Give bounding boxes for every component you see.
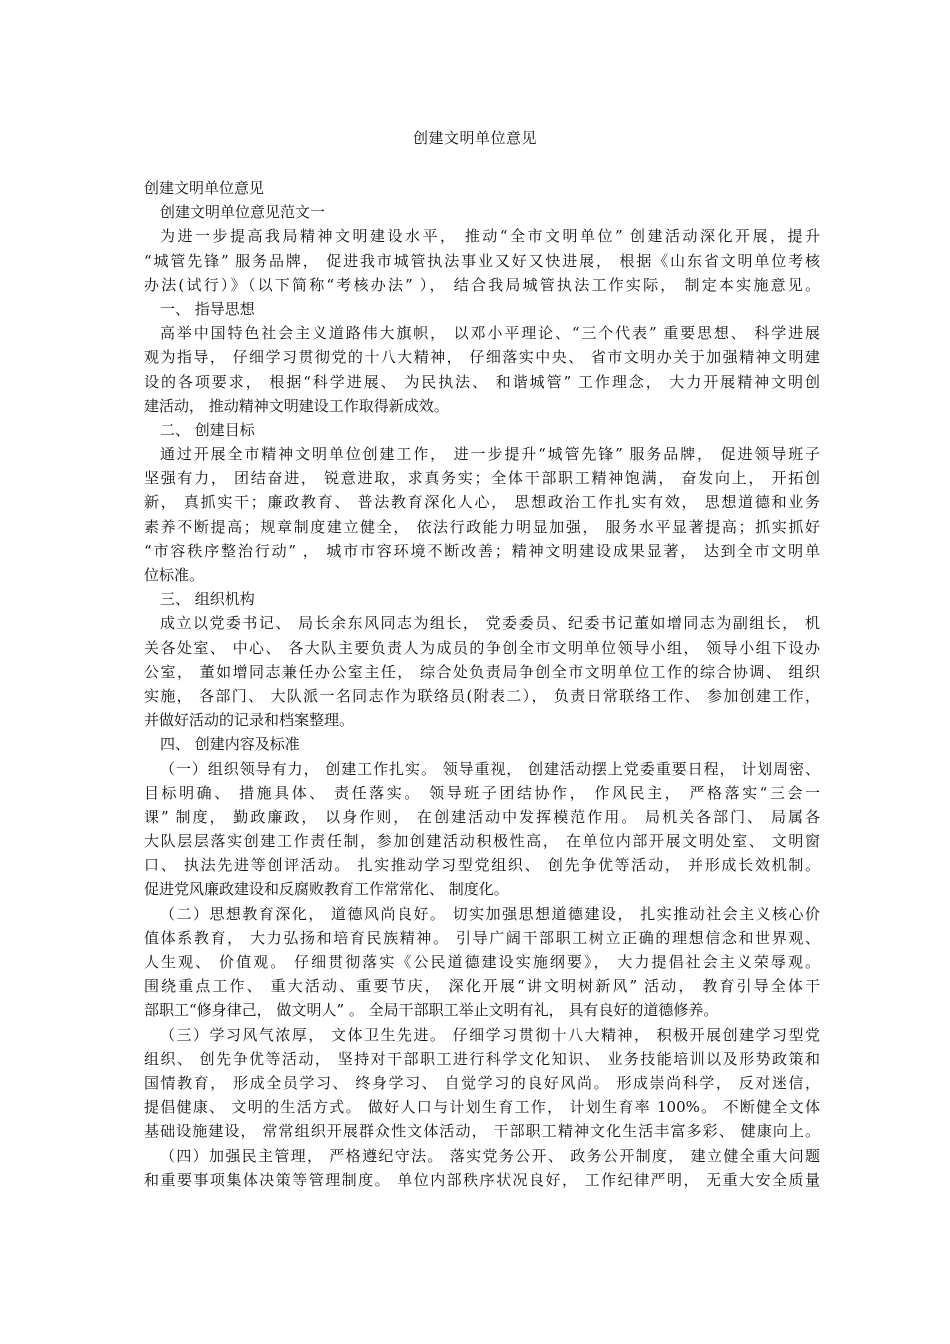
text-line: 通过开展全市精神文明单位创建工作， 进一步提升“城管先锋” 服务品牌， 促进领导班子 [160, 445, 820, 464]
text-line: 一、 指导思想 [160, 299, 255, 318]
text-line: 组织、 创先争优等活动， 坚持对干部职工进行科学文化知识、 业务技能培训以及形势政策和 [144, 1049, 820, 1068]
text-line: “市容秩序整治行动” ， 城市市容环境不断改善；精神文明建设成果显著， 达到全市文明单 [144, 541, 820, 560]
text-line: 值体系教育， 大力弘扬和培育民族精神。 引导广阔干部职工树立正确的理想信念和世界观、 [144, 928, 820, 947]
text-line: 坚强有力， 团结奋进， 锐意进取，求真务实；全体干部职工精神饱满， 奋发向上， 开拓创 [144, 469, 820, 488]
text-line: “城管先锋” 服务品牌， 促进我市城管执法事业又好又快进展， 根据《山东省文明单位考核 [144, 251, 820, 270]
text-line: 国情教育， 形成全员学习、 终身学习、 自觉学习的良好风尚。 形成崇尚科学， 反对迷信， [144, 1073, 820, 1092]
text-line: 大队层层落实创建工作责任制，参加创建活动积极性高， 在单位内部开展文明处室、 文明窗 [144, 832, 820, 851]
text-line: 促进党风廉政建设和反腐败教育工作常常化、 制度化。 [144, 880, 509, 899]
text-line: （四）加强民主管理， 严格遵纪守法。 落实党务公开、 政务公开制度， 建立健全重大问题 [160, 1146, 820, 1165]
text-line: 部职工“修身律己， 做文明人” 。 全局干部职工举止文明有礼， 具有良好的道德修养。 [144, 1001, 719, 1020]
text-line: 二、 创建目标 [160, 420, 255, 439]
text-line: 课” 制度， 勤政廉政， 以身作则， 在创建活动中发挥模范作用。 局机关各部门、 局属各 [144, 807, 820, 826]
text-line: 基础设施建设， 常常组织开展群众性文体活动， 干部职工精神文化生活丰富多彩、 健康向上。 [144, 1122, 820, 1141]
text-line: 实施， 各部门、 大队派一名同志作为联络员(附表二）， 负责日常联络工作、 参加创建工作， [144, 686, 820, 705]
text-line: 设的各项要求， 根据“科学进展、 为民执法、 和谐城管” 工作理念， 大力开展精神文明创 [144, 372, 820, 391]
text-line: 高举中国特色社会主义道路伟大旗帜， 以邓小平理论、“三个代表” 重要思想、 科学进展 [160, 324, 820, 343]
text-line: （二）思想教育深化， 道德风尚良好。 切实加强思想道德建设， 扎实推动社会主义核心价 [160, 904, 820, 923]
text-line: 和重要事项集体决策等管理制度。 单位内部秩序状况良好， 工作纪律严明， 无重大安全质量 [144, 1170, 820, 1189]
text-line: 关各处室、 中心、 各大队主要负责人为成员的争创全市文明单位领导小组， 领导小组下设办 [144, 638, 820, 657]
text-line: 口、 执法先进等创评活动。 扎实推动学习型党组织、 创先争优等活动， 并形成长效机制。 [144, 856, 820, 875]
text-line: 办法(试行）》（以下简称“考核办法” ）， 结合我局城管执法工作实际， 制定本实施意见。 [144, 275, 820, 294]
text-line: 三、 组织机构 [160, 590, 255, 609]
text-line: 成立以党委书记、 局长余东风同志为组长， 党委委员、纪委书记董如增同志为副组长， 机 [160, 614, 820, 633]
text-line: 提倡健康、 文明的生活方式。 做好人口与计划生育工作， 计划生育率 100%。 不断健全文体 [144, 1098, 820, 1117]
text-line: 为进一步提高我局精神文明建设水平， 推动“全市文明单位” 创建活动深化开展，提升 [160, 227, 820, 246]
text-line: 新， 真抓实干；廉政教育、 普法教育深化人心， 思想政治工作扎实有效， 思想道德和业务 [144, 493, 820, 512]
text-line: 并做好活动的记录和档案整理。 [144, 711, 355, 730]
text-line: （三）学习风气浓厚， 文体卫生先进。 仔细学习贯彻十八大精神， 积极开展创建学习型党 [160, 1025, 820, 1044]
text-line: 观为指导， 仔细学习贯彻党的十八大精神， 仔细落实中央、 省市文明办关于加强精神文明建 [144, 348, 820, 367]
text-line: 目标明确、 措施具体、 责任落实。 领导班子团结协作， 作风民主， 严格落实“三会一 [144, 783, 820, 802]
text-line: 建活动， 推动精神文明建设工作取得新成效。 [144, 396, 449, 415]
text-line: 位标准。 [144, 566, 205, 584]
text-line: 人生观、 价值观。 仔细贯彻落实《公民道德建设实施纲要》， 大力提倡社会主义荣辱观。 [144, 953, 820, 971]
text-line: 公室， 董如增同志兼任办公室主任， 综合处负责局争创全市文明单位工作的综合协调、 组织 [144, 662, 820, 681]
text-line: 素养不断提高；规章制度建立健全， 依法行政能力明显加强， 服务水平显著提高；抓实抓好 [144, 517, 820, 536]
text-line: 创建文明单位意见 [144, 179, 265, 197]
document-body [144, 176, 820, 1192]
text-line: 创建文明单位意见范文一 [160, 203, 326, 222]
page-title: 创建文明单位意见 [412, 129, 537, 147]
text-line: 围绕重点工作、 重大活动、重要节庆， 深化开展“讲文明树新风” 活动， 教育引导全体干 [144, 977, 820, 996]
text-line: 四、 创建内容及标准 [160, 735, 300, 754]
text-line: （一）组织领导有力， 创建工作扎实。 领导重视， 创建活动摆上党委重要日程， 计划周密、 [160, 759, 820, 778]
